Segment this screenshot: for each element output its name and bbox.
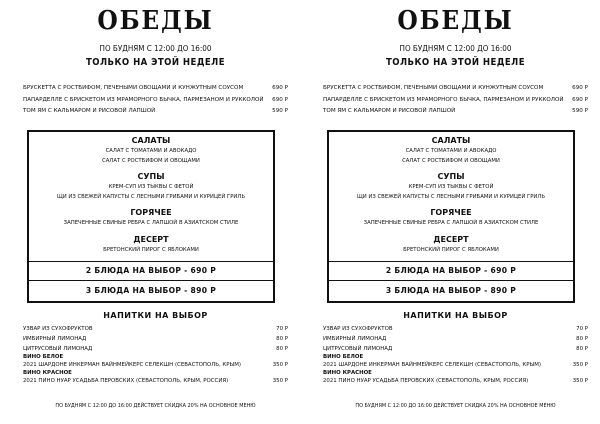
dish-name: БРУСКЕТТА С РОСТБИФОМ, ПЕЧЕНЫМИ ОВОЩАМИ И КУНЖУТНЫМ СОУСОМ (23, 85, 244, 91)
section-soups (329, 172, 573, 202)
divider (329, 280, 573, 281)
drink-row (323, 324, 588, 334)
section-item: КРЕМ-СУП ИЗ ТЫКВЫ С ФЕТОЙ (408, 184, 494, 190)
divider (329, 261, 573, 262)
combo-three-dishes: 3 БЛЮДА НА ВЫБОР - 890 Р (385, 286, 517, 295)
dish-price: 590 Р (572, 108, 588, 114)
menu-schedule: ПО БУДНЯМ С 12:00 ДО 16:00 (99, 44, 212, 53)
drink-row (323, 334, 588, 344)
section-heading: ДЕСЕРТ (433, 235, 469, 244)
dish-price: 690 Р (272, 85, 288, 91)
weekly-dishes-list (23, 83, 288, 118)
wine-heading: ВИНО КРАСНОЕ (323, 370, 372, 376)
menu-page-left (23, 0, 288, 424)
drink-row (23, 344, 288, 354)
wine-heading: ВИНО БЕЛОЕ (23, 354, 64, 360)
combo-two-dishes: 2 БЛЮДА НА ВЫБОР - 690 Р (385, 266, 517, 275)
discount-footnote: ПО БУДНЯМ С 12:00 ДО 16:00 ДЕЙСТВУЕТ СКИДКА 20% НА ОСНОВНОЕ МЕНЮ (55, 403, 256, 409)
combo-three-dishes: 3 БЛЮДА НА ВЫБОР - 890 Р (85, 286, 217, 295)
wine-name: 2021 ПИНО НУАР УСАДЬБА ПЕРОВСКИХ (СЕВАСТОПОЛЬ, КРЫМ, РОССИЯ) (323, 378, 529, 384)
menu-schedule: ПО БУДНЯМ С 12:00 ДО 16:00 (399, 44, 512, 53)
drink-name: ИМБИРНЫЙ ЛИМОНАД (23, 336, 87, 342)
week-label: ТОЛЬКО НА ЭТОЙ НЕДЕЛЕ (85, 57, 226, 68)
wine-name: 2021 ПИНО НУАР УСАДЬБА ПЕРОВСКИХ (СЕВАСТОПОЛЬ, КРЫМ, РОССИЯ) (23, 378, 229, 384)
wine-heading: ВИНО КРАСНОЕ (23, 370, 72, 376)
section-item: БРЕТОНСКИЙ ПИРОГ С ЯБЛОКАМИ (403, 247, 499, 253)
section-item: ЗАПЕЧЕННЫЕ СВИНЫЕ РЕБРА С ЛАПШОЙ В АЗИАТСКОМ СТИЛЕ (63, 220, 239, 226)
section-salads (329, 136, 573, 166)
divider (29, 280, 273, 281)
set-lunch-box (327, 130, 575, 303)
drink-price: 80 Р (576, 346, 588, 352)
menu-title: ОБЕДЫ (397, 6, 514, 36)
section-item: ЩИ ИЗ СВЕЖЕЙ КАПУСТЫ С ЛЕСНЫМИ ГРИБАМИ И КУРИЦЕЙ ГРИЛЬ (56, 194, 246, 200)
wine-red (23, 370, 288, 385)
weekly-dishes-list (323, 83, 588, 118)
wine-row (323, 361, 588, 369)
section-item: САЛАТ С ТОМАТАМИ И АВОКАДО (105, 148, 197, 154)
dish-name: ПАПАРДЕЛЛЕ С БРИСКЕТОМ ИЗ МРАМОРНОГО БЫЧКА, ПАРМЕЗАНОМ И РУККОЛОЙ (23, 96, 264, 103)
dish-row (23, 83, 288, 95)
dish-row (323, 106, 588, 118)
set-lunch-box (27, 130, 275, 303)
drink-row (23, 324, 288, 334)
section-heading: САЛАТЫ (431, 136, 471, 145)
wine-row (23, 361, 288, 369)
dish-price: 590 Р (272, 108, 288, 114)
section-item: САЛАТ С РОСТБИФОМ И ОВОЩАМИ (402, 158, 500, 164)
wine-red (323, 370, 588, 385)
section-hot (329, 208, 573, 228)
drink-price: 70 Р (276, 326, 288, 332)
discount-footnote: ПО БУДНЯМ С 12:00 ДО 16:00 ДЕЙСТВУЕТ СКИДКА 20% НА ОСНОВНОЕ МЕНЮ (355, 403, 556, 409)
section-dessert (329, 235, 573, 255)
drink-price: 70 Р (576, 326, 588, 332)
section-item: КРЕМ-СУП ИЗ ТЫКВЫ С ФЕТОЙ (108, 184, 194, 190)
section-item: САЛАТ С РОСТБИФОМ И ОВОЩАМИ (102, 158, 200, 164)
section-heading: ГОРЯЧЕЕ (430, 208, 472, 217)
dish-name: ТОМ ЯМ С КАЛЬМАРОМ И РИСОВОЙ ЛАПШОЙ (323, 108, 456, 114)
wine-row (323, 377, 588, 385)
wine-heading: ВИНО БЕЛОЕ (323, 354, 364, 360)
section-item: САЛАТ С ТОМАТАМИ И АВОКАДО (405, 148, 497, 154)
drinks-list (323, 324, 588, 386)
dish-row (323, 83, 588, 95)
section-item: ЗАПЕЧЕННЫЕ СВИНЫЕ РЕБРА С ЛАПШОЙ В АЗИАТСКОМ СТИЛЕ (363, 220, 539, 226)
section-soups (29, 172, 273, 202)
section-item: ЩИ ИЗ СВЕЖЕЙ КАПУСТЫ С ЛЕСНЫМИ ГРИБАМИ И КУРИЦЕЙ ГРИЛЬ (356, 194, 546, 200)
section-heading: САЛАТЫ (131, 136, 171, 145)
wine-price: 350 Р (572, 362, 588, 368)
wine-white (23, 354, 288, 369)
drink-name: ЦИТРУСОВЫЙ ЛИМОНАД (23, 346, 93, 352)
section-hot (29, 208, 273, 228)
drink-name: УЗВАР ИЗ СУХОФРУКТОВ (323, 326, 393, 332)
section-heading: ГОРЯЧЕЕ (130, 208, 172, 217)
section-salads (29, 136, 273, 166)
dish-row (323, 95, 588, 107)
drinks-list (23, 324, 288, 386)
wine-price: 350 Р (572, 378, 588, 384)
combo-two-dishes: 2 БЛЮДА НА ВЫБОР - 690 Р (85, 266, 217, 275)
dish-name: ТОМ ЯМ С КАЛЬМАРОМ И РИСОВОЙ ЛАПШОЙ (23, 108, 156, 114)
dish-price: 690 Р (572, 96, 588, 103)
week-label: ТОЛЬКО НА ЭТОЙ НЕДЕЛЕ (385, 57, 526, 68)
section-dessert (29, 235, 273, 255)
section-heading: ДЕСЕРТ (133, 235, 169, 244)
dish-row (23, 95, 288, 107)
wine-price: 350 Р (272, 378, 288, 384)
drink-price: 80 Р (576, 336, 588, 342)
drink-name: УЗВАР ИЗ СУХОФРУКТОВ (23, 326, 93, 332)
drinks-heading: НАПИТКИ НА ВЫБОР (403, 311, 508, 320)
dish-row (23, 106, 288, 118)
wine-price: 350 Р (272, 362, 288, 368)
drink-price: 80 Р (276, 346, 288, 352)
wine-row (23, 377, 288, 385)
wine-name: 2021 ШАРДОНЕ ИНКЕРМАН ВАЙНМЕЙКЕРС СЕЛЕКШН (СЕВАСТОПОЛЬ, КРЫМ) (23, 362, 241, 368)
wine-name: 2021 ШАРДОНЕ ИНКЕРМАН ВАЙНМЕЙКЕРС СЕЛЕКШН (СЕВАСТОПОЛЬ, КРЫМ) (323, 362, 541, 368)
section-heading: СУПЫ (437, 172, 465, 181)
divider (29, 261, 273, 262)
dish-name: ПАПАРДЕЛЛЕ С БРИСКЕТОМ ИЗ МРАМОРНОГО БЫЧКА, ПАРМЕЗАНОМ И РУККОЛОЙ (323, 96, 564, 103)
wine-white (323, 354, 588, 369)
section-heading: СУПЫ (137, 172, 165, 181)
menu-title: ОБЕДЫ (97, 6, 214, 36)
drinks-heading: НАПИТКИ НА ВЫБОР (103, 311, 208, 320)
dish-price: 690 Р (272, 96, 288, 103)
drink-row (323, 344, 588, 354)
drink-name: ИМБИРНЫЙ ЛИМОНАД (323, 336, 387, 342)
drink-row (23, 334, 288, 344)
drink-name: ЦИТРУСОВЫЙ ЛИМОНАД (323, 346, 393, 352)
drink-price: 80 Р (276, 336, 288, 342)
dish-name: БРУСКЕТТА С РОСТБИФОМ, ПЕЧЕНЫМИ ОВОЩАМИ И КУНЖУТНЫМ СОУСОМ (323, 85, 544, 91)
menu-page-right (323, 0, 588, 424)
dish-price: 690 Р (572, 85, 588, 91)
section-item: БРЕТОНСКИЙ ПИРОГ С ЯБЛОКАМИ (103, 247, 199, 253)
